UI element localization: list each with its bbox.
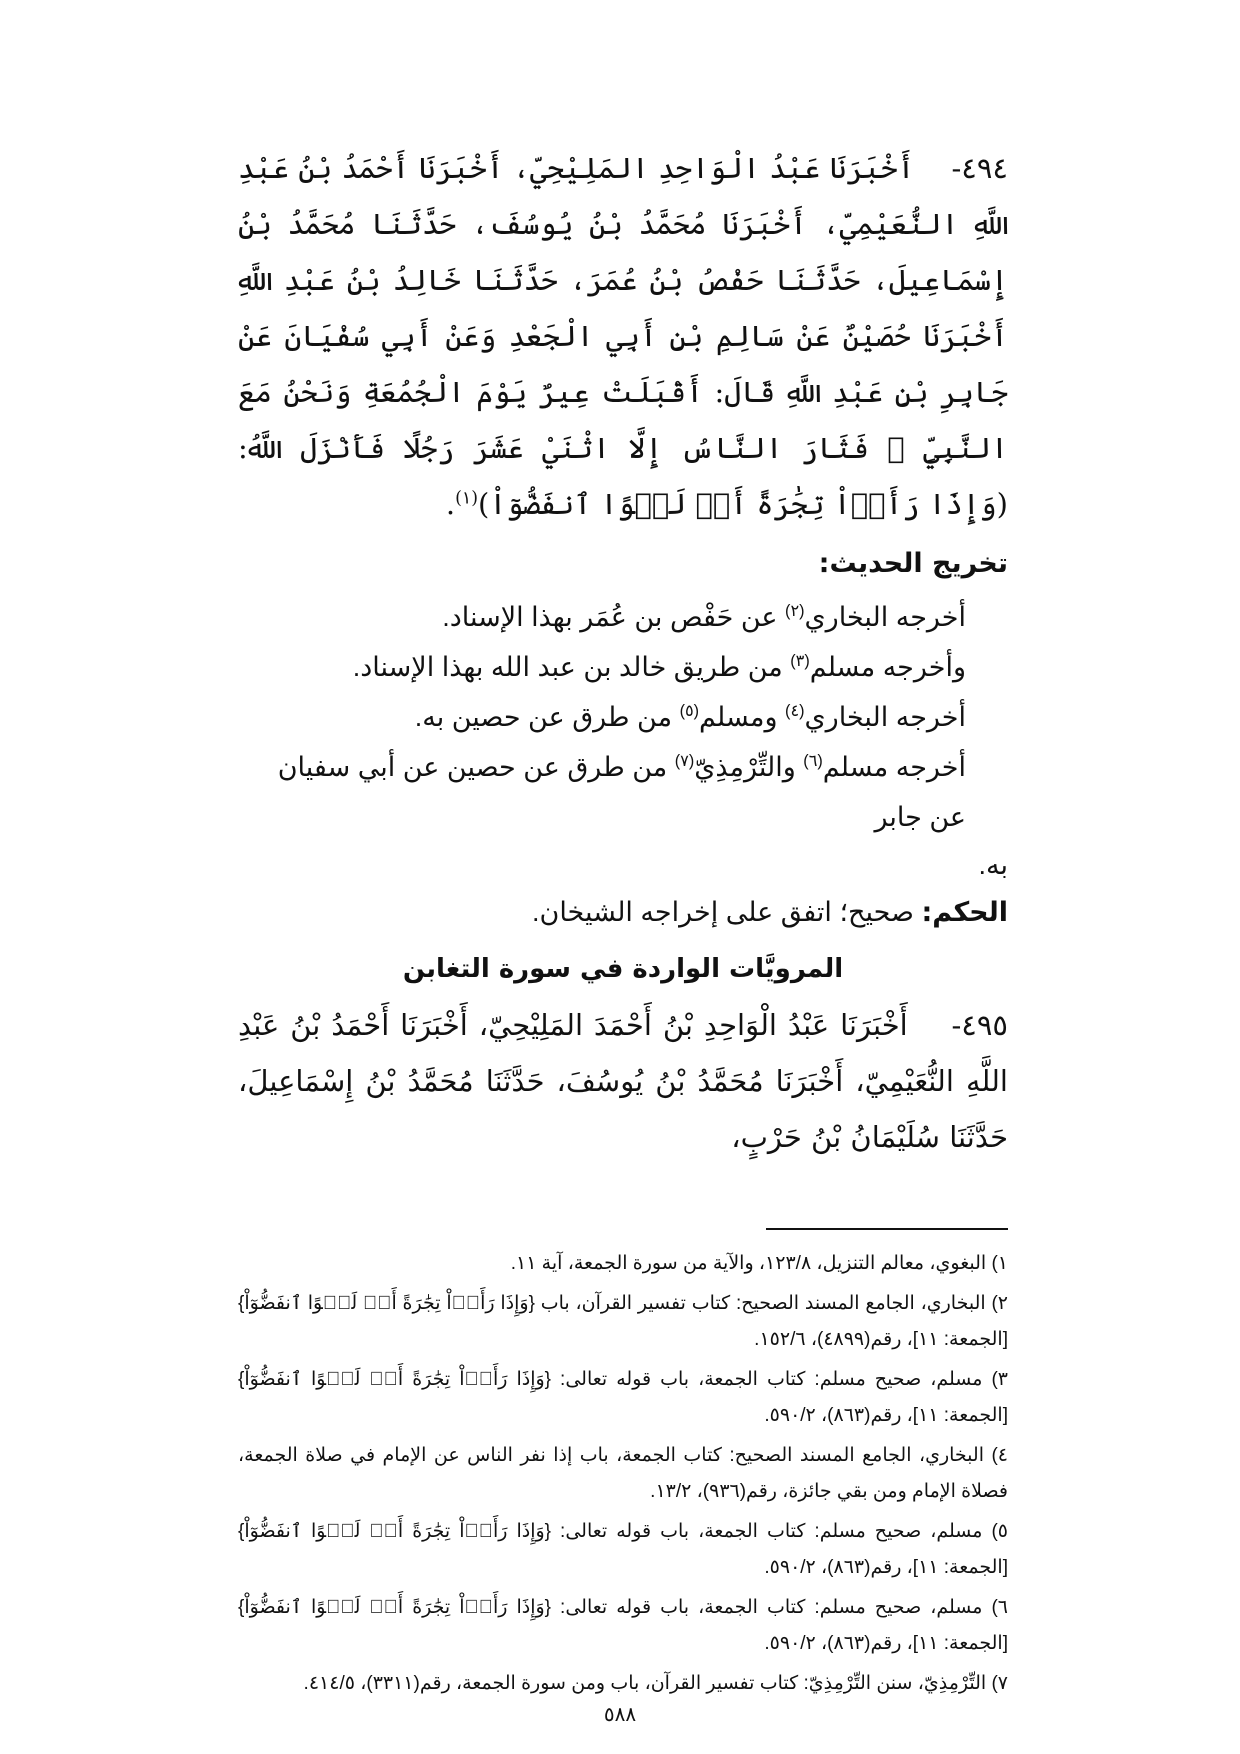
hadith-number: ٤٩٤- (951, 151, 1009, 185)
hadith-494 (238, 140, 1008, 532)
hukm-label: الحكم: (921, 897, 1008, 928)
footnote-ref[interactable]: (٢) (785, 602, 805, 620)
takhrij-line (238, 592, 1008, 642)
takhrij-text: عن حَفْص بن عُمَر بهذا الإسناد. (442, 602, 786, 632)
footnote: ٧) التِّرْمِذِيّ، سنن التِّرْمِذِيّ: كتاب تفسير القرآن، باب ومن سورة الجمعة، رقم(٣٣١١)، ٤١٤/٥. (303, 1673, 1008, 1694)
page-number: ٥٨٨ (603, 1704, 637, 1726)
hadith-text-line: مُحَمَّدُ بْنُ يُوسُفَ، حَدَّثَنَا مُحَمَّدُ بْنُ إِسْمَاعِيلَ، حَدَّثَنَا حَفْصُ بْنُ عُمَرَ، حَدَّثَنَا (238, 207, 1008, 297)
hukm-text: صحيح؛ اتفق على إخراجه الشيخان. (531, 897, 922, 927)
hadith-text-line: أَخْبَرَنَا مُحَمَّدُ بْنُ يُوسُفَ، حَدَّثَنَا مُحَمَّدُ بْنُ إِسْمَاعِيلَ، حَدَّثَنَا سُلَيْمَانُ بْنُ حَرْبٍ، (238, 1064, 1008, 1154)
section-heading: المرويَّات الواردة في سورة التغابن (402, 954, 844, 984)
main-text (238, 140, 1008, 1165)
footnote-ref[interactable]: (٣) (790, 652, 810, 670)
takhrij-text: أخرجه مسلم (822, 752, 966, 782)
hadith-number: ٤٩٥- (951, 1008, 1008, 1042)
footnote: ٤) البخاري، الجامع المسند الصحيح: كتاب الجمعة، باب إذا نفر الناس عن الإمام في صلاة الجمعة، فصلاة الإمام ومن بقي جائزة، رقم(٩٣٦)، ١٣/٢. (238, 1445, 1008, 1502)
takhrij-text: من طرق عن حصين به. (414, 702, 680, 732)
takhrij-text: أخرجه البخاري (804, 702, 966, 732)
footnote-ref[interactable]: (٥) (679, 702, 700, 720)
footnote: ٥) مسلم، صحيح مسلم: كتاب الجمعة، باب قوله تعالى: {وَإِذَا رَأَوۡاْ تِجَٰرَةً أَوۡ لَهۡوًا ٱنفَضُّوٓاْ}[الجمعة: ١١]، رقم(٨٦٣)، ٥٩٠/٢. (238, 1521, 1008, 1578)
takhrij-heading: تخريج الحديث: (818, 548, 1008, 579)
hadith-495 (238, 997, 1008, 1165)
hadith-text-line: جَابِرِ بْنِ عَبْدِ اللَّهِ قَالَ: أَقْبَلَتْ عِيرٌ يَوْمَ الْجُمُعَةِ وَنَحْنُ مَعَ النَّبِيِّ ﷺ فَثَارَ النَّاسُ (238, 375, 1008, 465)
sentence-end: . (445, 487, 456, 521)
takhrij-section (238, 592, 1008, 888)
footnotes (238, 1246, 1008, 1706)
takhrij-text: أخرجه البخاري (804, 602, 966, 632)
footnote-ref[interactable]: (٧) (674, 752, 695, 770)
takhrij-text: وأخرجه مسلم (809, 652, 966, 682)
hukm (238, 888, 1008, 937)
footnote: ١) البغوي، معالم التنزيل، ١٢٣/٨، والآية من سورة الجمعة، آية ١١. (510, 1253, 1008, 1274)
takhrij-tail: به. (978, 850, 1008, 880)
hadith-text-line: خَالِدُ بْنُ عَبْدِ اللَّهِ أَخْبَرَنَا حُصَيْنٌ عَنْ سَالِمِ بْنِ أَبِي الْجَعْدِ وَعَنْ أَبِي سُفْيَانَ عَنْ (238, 263, 1008, 353)
footnote: ٢) البخاري، الجامع المسند الصحيح: كتاب تفسير القرآن، باب {وَإِذَا رَأَوۡاْ تِجَٰرَةً أَوۡ لَهۡوًا ٱنفَضُّوٓاْ}[الجمعة: ١١]، رقم(٤٨٩٩)، ١٥٢/٦. (238, 1293, 1008, 1350)
footnote-separator (766, 1228, 1008, 1230)
footnote-ref[interactable]: (١) (455, 488, 479, 509)
footnote-ref[interactable]: (٤) (785, 702, 805, 720)
footnote: ٣) مسلم، صحيح مسلم: كتاب الجمعة، باب قوله تعالى: {وَإِذَا رَأَوۡاْ تِجَٰرَةً أَوۡ لَهۡوًا ٱنفَضُّوٓاْ}[الجمعة: ١١]، رقم(٨٦٣)، ٥٩٠/٢. (238, 1369, 1008, 1426)
footnote: ٦) مسلم، صحيح مسلم: كتاب الجمعة، باب قوله تعالى: {وَإِذَا رَأَوۡاْ تِجَٰرَةً أَوۡ لَهۡوًا ٱنفَضُّوٓاْ}[الجمعة: ١١]، رقم(٨٦٣)، ٥٩٠/٢. (238, 1597, 1008, 1654)
takhrij-line (238, 742, 1008, 842)
hadith-text-line: أَخْبَرَنَا عَبْدُ الْوَاحِدِ بْنُ أَحْمَدَ المَلِيْحِيّ، أَخْبَرَنَا أَحْمَدُ بْنُ عَبْدِ اللَّهِ النُّعَيْمِيّ، (238, 1008, 1008, 1098)
takhrij-line (238, 692, 1008, 742)
hadith-text-line: إِلَّا اثْنَيْ عَشَرَ رَجُلًا فَأَنْزَلَ اللَّهُ: (وَإِذَا رَأَوۡاْ تِجَٰرَةً أَوۡ لَهۡوًا ٱنفَضُّوٓاْ) (238, 431, 1008, 521)
hadith-text-line: أَخْبَرَنَا عَبْدُ الْوَاحِدِ المَلِيْحِيّ، أَخْبَرَنَا أَحْمَدُ بْنُ عَبْدِ اللَّهِ النُّعَيْمِيّ، أَخْبَرَنَا (238, 151, 1008, 241)
takhrij-text: من طرق عن حصين عن أبي سفيان عن جابر (277, 752, 966, 832)
footnote-ref[interactable]: (٦) (803, 752, 823, 770)
takhrij-line (238, 642, 1008, 692)
takhrij-text: ومسلم (699, 702, 786, 732)
takhrij-text: والتِّرْمِذِيّ (694, 752, 804, 782)
takhrij-text: من طريق خالد بن عبد الله بهذا الإسناد. (352, 652, 791, 682)
